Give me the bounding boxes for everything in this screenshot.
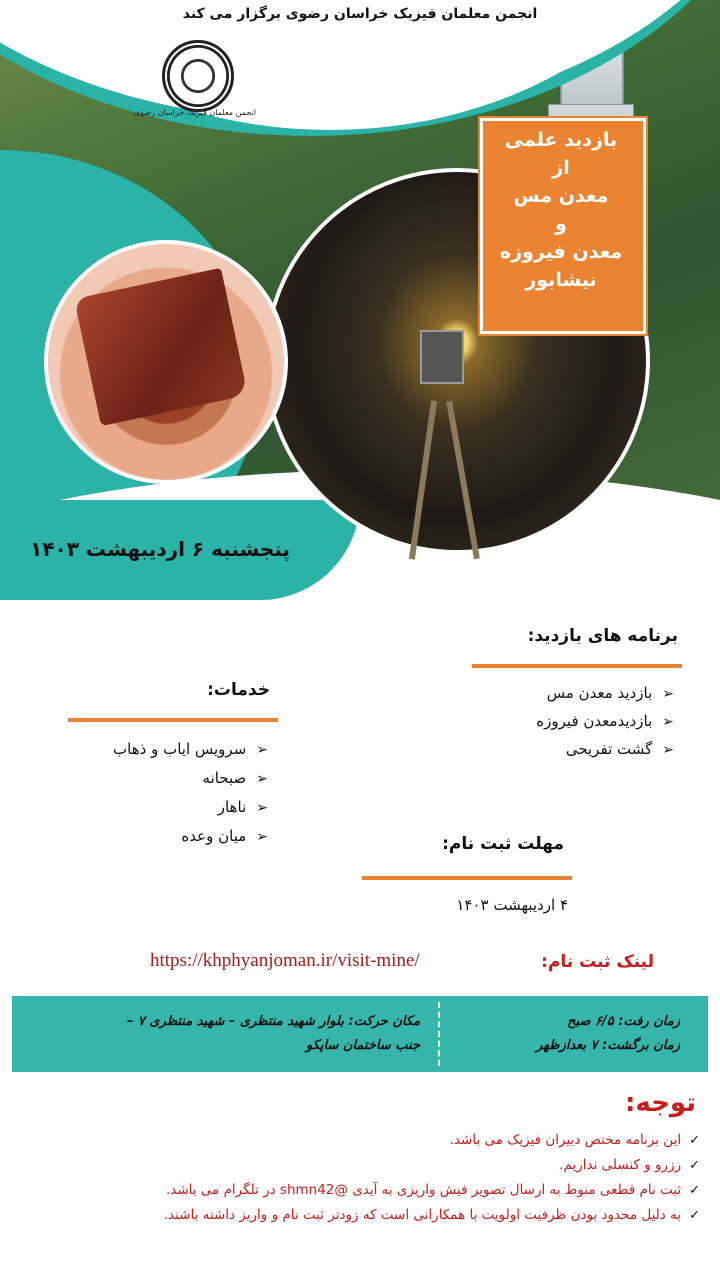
program-list — [454, 684, 674, 768]
notes-list — [10, 1128, 700, 1228]
note-item: ✓ثبت نام قطعی منوط به ارسال تصویر فیش واریزی به آیدی @shmn42 در تلگرام می باشد. — [165, 1182, 700, 1198]
time-info — [440, 1010, 680, 1058]
title-line: نیشابور — [525, 269, 597, 291]
list-item: ➢صبحانه — [202, 769, 268, 787]
return-time: زمان برگشت: ۷ بعدازظهر — [536, 1038, 680, 1053]
registration-label: لینک ثبت نام: — [541, 952, 654, 972]
program-rule — [472, 664, 682, 668]
title-line: و — [555, 213, 567, 235]
event-date: پنجشنبه ۶ اردیبهشت ۱۴۰۳ — [30, 537, 290, 561]
checkmark-icon: ✓ — [689, 1183, 700, 1198]
program-title: برنامه های بازدید: — [527, 626, 678, 646]
association-logo — [162, 40, 234, 112]
deadline-title: مهلت ثبت نام: — [442, 834, 564, 854]
deadline-rule — [362, 876, 572, 880]
note-item: ✓به دلیل محدود بودن ظرفیت اولویت با همکارانی است که زودتر ثبت نام و واریز داشته باشند. — [163, 1207, 700, 1223]
checkmark-icon: ➢ — [256, 742, 268, 758]
list-item: ➢ناهار — [217, 798, 268, 816]
title-line: بازدید علمی — [504, 129, 618, 151]
services-title: خدمات: — [207, 680, 270, 700]
checkmark-icon: ➢ — [256, 829, 268, 845]
title-line: معدن مس — [513, 185, 609, 207]
list-item: ➢بازدید معدن مس — [546, 684, 674, 702]
services-rule — [68, 718, 278, 722]
checkmark-icon: ➢ — [256, 771, 268, 787]
checkmark-icon: ➢ — [662, 714, 674, 730]
notes-title: توجه: — [625, 1088, 696, 1118]
logo-caption: انجمن معلمان فیزیک خراسان رضوی — [134, 108, 256, 117]
location-line: جنب ساختمان ساپکو — [306, 1038, 420, 1053]
mine-cart — [420, 330, 464, 384]
list-item: ➢بازدیدمعدن فیروزه — [536, 712, 674, 730]
organizer-text: انجمن معلمان فیزیک خراسان رضوی برگزار می کند — [182, 6, 538, 22]
checkmark-icon: ➢ — [256, 800, 268, 816]
list-item: ➢گشت تفریحی — [565, 740, 674, 758]
note-item: ✓رزرو و کنسلی نداریم. — [559, 1157, 700, 1173]
deadline-value: ۴ اردیبهشت ۱۴۰۳ — [456, 896, 568, 914]
checkmark-icon: ➢ — [662, 742, 674, 758]
note-item: ✓این برنامه مختص دبیران فیزیک می باشد. — [449, 1132, 700, 1148]
checkmark-icon: ➢ — [662, 686, 674, 702]
checkmark-icon: ✓ — [689, 1158, 700, 1173]
services-list — [48, 740, 268, 856]
list-item: ➢سرویس ایاب و ذهاب — [113, 740, 268, 758]
depart-time: زمان رفت: ۶/۵ صبح — [567, 1014, 680, 1029]
location-line: مکان حرکت: بلوار شهید منتظری – شهید منتظری ۷ – — [126, 1014, 420, 1029]
title-text — [486, 126, 636, 294]
registration-link[interactable]: https://khphyanjoman.ir/visit-mine/ — [150, 950, 420, 971]
checkmark-icon: ✓ — [689, 1133, 700, 1148]
title-line: از — [552, 157, 570, 179]
title-line: معدن فیروزه — [499, 241, 623, 263]
list-item: ➢میان وعده — [181, 827, 268, 845]
location-info — [30, 1010, 420, 1058]
checkmark-icon: ✓ — [689, 1208, 700, 1223]
